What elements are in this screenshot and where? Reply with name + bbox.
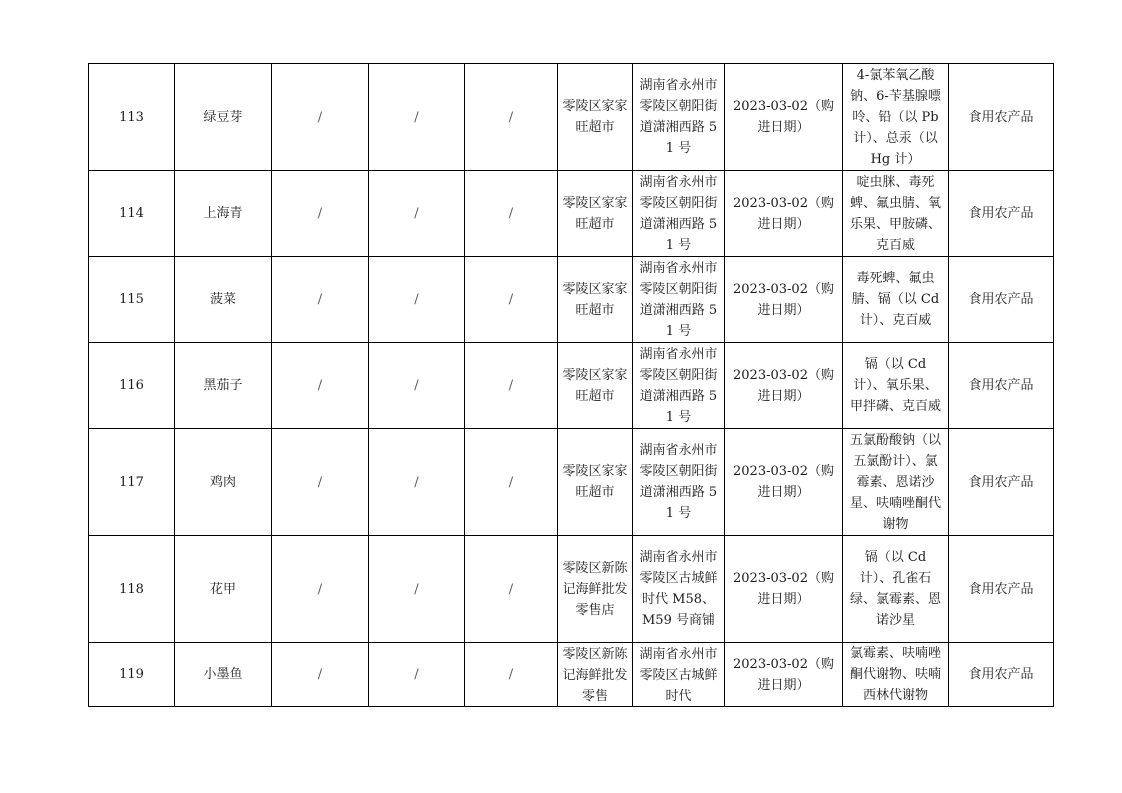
- cell-blank-3: /: [465, 429, 558, 536]
- cell-unit-name-text: 零陵区新陈记海鲜批发零售: [562, 646, 628, 704]
- cell-blank-2: /: [369, 429, 465, 536]
- cell-sample-name: 上海青: [175, 171, 272, 257]
- cell-date: 2023-03-02（购进日期）: [725, 343, 843, 429]
- cell-date: 2023-03-02（购进日期）: [725, 64, 843, 171]
- cell-blank-3: /: [465, 257, 558, 343]
- cell-category: 食用农产品: [949, 257, 1054, 343]
- cell-blank-1: /: [272, 257, 369, 343]
- table-row: [89, 536, 1054, 643]
- cell-category: 食用农产品: [949, 643, 1054, 707]
- cell-unit-name: 零陵区家家旺超市: [558, 429, 633, 536]
- cell-sample-name: 鸡肉: [175, 429, 272, 536]
- cell-blank-3: /: [465, 643, 558, 707]
- cell-sample-name: 小墨鱼: [175, 643, 272, 707]
- cell-sample-name: 绿豆芽: [175, 64, 272, 171]
- cell-test-items: 毒死蜱、氟虫腈、镉（以 Cd 计）、克百威: [843, 257, 949, 343]
- cell-blank-3: /: [465, 171, 558, 257]
- cell-blank-2: /: [369, 171, 465, 257]
- cell-unit-address: 湖南省永州市零陵区朝阳街道潇湘西路 51 号: [633, 429, 725, 536]
- table-row: [89, 257, 1054, 343]
- cell-category: 食用农产品: [949, 429, 1054, 536]
- cell-blank-2: /: [369, 643, 465, 707]
- cell-number: 118: [89, 536, 175, 643]
- cell-blank-1: /: [272, 429, 369, 536]
- cell-unit-address: [633, 643, 725, 707]
- cell-blank-3: /: [465, 64, 558, 171]
- cell-blank-1: /: [272, 536, 369, 643]
- cell-unit-address: 湖南省永州市零陵区朝阳街道潇湘西路 51 号: [633, 343, 725, 429]
- cell-category: 食用农产品: [949, 171, 1054, 257]
- cell-blank-1: /: [272, 643, 369, 707]
- table-row: [89, 429, 1054, 536]
- cell-date: 2023-03-02（购进日期）: [725, 257, 843, 343]
- cell-blank-2: /: [369, 257, 465, 343]
- cell-category: 食用农产品: [949, 536, 1054, 643]
- cell-unit-name: [558, 643, 633, 707]
- cell-date: 2023-03-02（购进日期）: [725, 643, 843, 707]
- cell-unit-name: 零陵区家家旺超市: [558, 343, 633, 429]
- cell-blank-2: /: [369, 64, 465, 171]
- cell-test-items: 啶虫脒、毒死蜱、氟虫腈、氧乐果、甲胺磷、克百威: [843, 171, 949, 257]
- cell-test-items: 氯霉素、呋喃唑酮代谢物、呋喃西林代谢物: [843, 643, 949, 707]
- cell-sample-name: 菠菜: [175, 257, 272, 343]
- cell-date: 2023-03-02（购进日期）: [725, 171, 843, 257]
- cell-category: 食用农产品: [949, 64, 1054, 171]
- cell-unit-address: 湖南省永州市零陵区朝阳街道潇湘西路 51 号: [633, 171, 725, 257]
- cell-test-items: 镉（以 Cd 计）、氧乐果、甲拌磷、克百威: [843, 343, 949, 429]
- cell-date: 2023-03-02（购进日期）: [725, 536, 843, 643]
- cell-unit-address: 湖南省永州市零陵区朝阳街道潇湘西路 51 号: [633, 257, 725, 343]
- cell-sample-name: 黑茄子: [175, 343, 272, 429]
- cell-blank-3: /: [465, 536, 558, 643]
- cell-number: 117: [89, 429, 175, 536]
- cell-number: 114: [89, 171, 175, 257]
- cell-unit-name: 零陵区家家旺超市: [558, 64, 633, 171]
- cell-unit-address-text: 湖南省永州市零陵区古城鲜时代: [639, 646, 718, 704]
- table-row: [89, 64, 1054, 171]
- cell-sample-name: 花甲: [175, 536, 272, 643]
- table-row: [89, 343, 1054, 429]
- cell-unit-name: 零陵区家家旺超市: [558, 257, 633, 343]
- cell-blank-1: /: [272, 64, 369, 171]
- cell-number: 115: [89, 257, 175, 343]
- cell-unit-name: 零陵区家家旺超市: [558, 171, 633, 257]
- cell-blank-1: /: [272, 343, 369, 429]
- cell-number: 116: [89, 343, 175, 429]
- cell-unit-address: 湖南省永州市零陵区朝阳街道潇湘西路 51 号: [633, 64, 725, 171]
- cell-blank-3: /: [465, 343, 558, 429]
- cell-unit-name: 零陵区新陈记海鲜批发零售店: [558, 536, 633, 643]
- cell-test-items: 4-氯苯氧乙酸钠、6-苄基腺嘌呤、铅（以 Pb 计）、总汞（以 Hg 计）: [843, 64, 949, 171]
- inspection-table: [88, 63, 1054, 707]
- cell-test-items: 镉（以 Cd 计）、孔雀石绿、氯霉素、恩诺沙星: [843, 536, 949, 643]
- cell-date: 2023-03-02（购进日期）: [725, 429, 843, 536]
- table-row: [89, 643, 1054, 707]
- cell-number: 113: [89, 64, 175, 171]
- table-row: [89, 171, 1054, 257]
- cell-blank-2: /: [369, 536, 465, 643]
- cell-test-items: 五氯酚酸钠（以五氯酚计）、氯霉素、恩诺沙星、呋喃唑酮代谢物: [843, 429, 949, 536]
- cell-number: 119: [89, 643, 175, 707]
- cell-blank-1: /: [272, 171, 369, 257]
- cell-category: 食用农产品: [949, 343, 1054, 429]
- cell-blank-2: /: [369, 343, 465, 429]
- cell-unit-address: 湖南省永州市零陵区古城鲜时代 M58、M59 号商铺: [633, 536, 725, 643]
